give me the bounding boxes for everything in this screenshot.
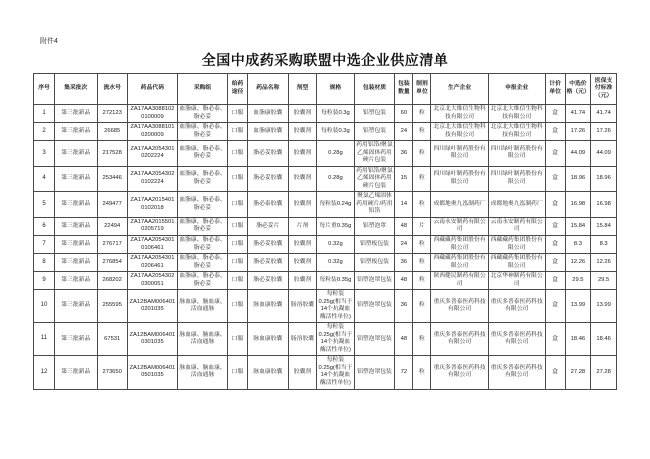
cell-15: 41.74 — [565, 105, 591, 123]
table-header — [34, 74, 617, 105]
cell-11: 粒 — [413, 290, 431, 323]
cell-10: 48 — [395, 272, 413, 290]
column-header: 申报企业 — [488, 74, 545, 105]
cell-6: 脂必妥胶囊 — [247, 254, 288, 272]
cell-14: 盒 — [545, 272, 565, 290]
cell-7: 胶囊剂 — [288, 192, 317, 218]
cell-7: 胶囊剂 — [288, 141, 317, 167]
cell-6: 脂必妥胶囊 — [247, 235, 288, 253]
cell-10: 36 — [395, 141, 413, 167]
cell-6: 脉血康胶囊 — [247, 356, 288, 389]
cell-15: 16.98 — [565, 192, 591, 218]
cell-0: 11 — [34, 323, 55, 356]
cell-12: 云南永安制药有限公司 — [431, 217, 488, 235]
cell-13: 北京北大维信生物科技有限公司 — [488, 123, 545, 141]
cell-3: ZA17AA20543020102224 — [127, 166, 177, 192]
cell-15: 8.3 — [565, 235, 591, 253]
cell-3: ZA17AA20154010102018 — [127, 192, 177, 218]
cell-10: 24 — [395, 235, 413, 253]
cell-13: 北京北大维信生物科技有限公司 — [488, 105, 545, 123]
cell-10: 24 — [395, 123, 413, 141]
table-row — [34, 235, 617, 253]
cell-13: 云南永安制药有限公司 — [488, 217, 545, 235]
column-header: 药品代码 — [127, 74, 177, 105]
cell-11: 粒 — [413, 123, 431, 141]
cell-4: 血脂康、脂必泰、脂必妥 — [177, 105, 227, 123]
cell-15: 27.28 — [565, 356, 591, 389]
cell-13: 重庆多普泰医药科技有限公司 — [488, 356, 545, 389]
cell-16: 13.99 — [591, 290, 617, 323]
cell-2: 217528 — [97, 141, 127, 167]
cell-4: 血脂康、脂必泰、脂必妥 — [177, 235, 227, 253]
cell-10: 48 — [395, 323, 413, 356]
cell-7: 肠溶胶囊 — [288, 290, 317, 323]
cell-10: 72 — [395, 356, 413, 389]
cell-0: 2 — [34, 123, 55, 141]
cell-6: 脂必泰胶囊 — [247, 192, 288, 218]
cell-11: 粒 — [413, 141, 431, 167]
cell-11: 粒 — [413, 105, 431, 123]
cell-6: 脉血康胶囊 — [247, 323, 288, 356]
cell-15: 44.09 — [565, 141, 591, 167]
cell-12: 四川绿叶制药股份有限公司 — [431, 166, 488, 192]
cell-16: 12.26 — [591, 254, 617, 272]
cell-9: 铝塑泡罩包装 — [354, 272, 395, 290]
cell-0: 12 — [34, 356, 55, 389]
cell-4: 脉血康、脑血康、活血通脉 — [177, 290, 227, 323]
cell-16: 18.46 — [591, 323, 617, 356]
cell-9: 铝塑板包装 — [354, 254, 395, 272]
table-row — [34, 105, 617, 123]
cell-12: 西藏藏药集团股份有限公司 — [431, 254, 488, 272]
cell-13: 成都地奥九泓制药厂 — [488, 192, 545, 218]
cell-13: 四川绿叶制药股份有限公司 — [488, 141, 545, 167]
cell-14: 盒 — [545, 166, 565, 192]
cell-15: 29.5 — [565, 272, 591, 290]
cell-8: 每粒装0.25g(相当于14个抗凝血酶活性单位) — [317, 356, 354, 389]
cell-16: 44.09 — [591, 141, 617, 167]
column-header: 规格 — [317, 74, 354, 105]
cell-7: 胶囊剂 — [288, 272, 317, 290]
cell-12: 重庆多普泰医药科技有限公司 — [431, 290, 488, 323]
cell-9: 铝塑包装 — [354, 123, 395, 141]
cell-16: 8.3 — [591, 235, 617, 253]
cell-14: 盒 — [545, 105, 565, 123]
cell-1: 第三批新品 — [54, 105, 97, 123]
cell-3: ZA17AA20543020300051 — [127, 272, 177, 290]
cell-11: 粒 — [413, 254, 431, 272]
cell-11: 粒 — [413, 235, 431, 253]
cell-2: 67531 — [97, 323, 127, 356]
cell-8: 0.28g — [317, 166, 354, 192]
cell-8: 每片重0.35g — [317, 217, 354, 235]
cell-10: 15 — [395, 166, 413, 192]
cell-14: 盒 — [545, 217, 565, 235]
cell-3: ZA12BAM0064010501035 — [127, 356, 177, 389]
cell-4: 血脂康、脂必泰、脂必妥 — [177, 166, 227, 192]
cell-3: ZA17AA20155010205719 — [127, 217, 177, 235]
column-header: 计价单位 — [545, 74, 565, 105]
cell-6: 脂必妥胶囊 — [247, 272, 288, 290]
cell-7: 胶囊剂 — [288, 356, 317, 389]
cell-8: 每粒装0.3g — [317, 123, 354, 141]
table-row — [34, 166, 617, 192]
cell-6: 血脂康胶囊 — [247, 123, 288, 141]
cell-12: 四川绿叶制药股份有限公司 — [431, 141, 488, 167]
column-header: 流水号 — [97, 74, 127, 105]
cell-8: 0.32g — [317, 235, 354, 253]
cell-0: 10 — [34, 290, 55, 323]
cell-6: 脂必妥片 — [247, 217, 288, 235]
cell-0: 7 — [34, 235, 55, 253]
cell-0: 1 — [34, 105, 55, 123]
cell-2: 272123 — [97, 105, 127, 123]
cell-7: 胶囊剂 — [288, 166, 317, 192]
cell-13: 西藏藏药集团股份有限公司 — [488, 235, 545, 253]
table-row — [34, 141, 617, 167]
cell-16: 18.96 — [591, 166, 617, 192]
cell-6: 血脂康胶囊 — [247, 105, 288, 123]
cell-1: 第三批新品 — [54, 356, 97, 389]
cell-9: 铝塑泡罩包装 — [354, 290, 395, 323]
cell-15: 18.46 — [565, 323, 591, 356]
cell-9: 铝塑泡罩 — [354, 217, 395, 235]
cell-16: 16.98 — [591, 192, 617, 218]
cell-4: 血脂康、脂必泰、脂必妥 — [177, 272, 227, 290]
cell-7: 胶囊剂 — [288, 235, 317, 253]
cell-3: ZA17AA30881010200009 — [127, 123, 177, 141]
cell-11: 片 — [413, 217, 431, 235]
cell-1: 第三批新品 — [54, 272, 97, 290]
table-row — [34, 217, 617, 235]
cell-7: 片剂 — [288, 217, 317, 235]
cell-12: 北京北大维信生物科技有限公司 — [431, 105, 488, 123]
cell-15: 13.99 — [565, 290, 591, 323]
cell-12: 西藏藏药集团股份有限公司 — [431, 235, 488, 253]
cell-9: 聚氯乙烯固体药用硬片/药用铝箔 — [354, 192, 395, 218]
table-row — [34, 356, 617, 389]
cell-8: 每粒装0.25g(相当于14个抗凝血酶活性单位) — [317, 323, 354, 356]
cell-5: 口服 — [228, 254, 248, 272]
cell-12: 重庆多普泰医药科技有限公司 — [431, 356, 488, 389]
cell-1: 第三批新品 — [54, 254, 97, 272]
cell-12: 成都地奥九泓制药厂 — [431, 192, 488, 218]
cell-11: 粒 — [413, 192, 431, 218]
cell-0: 6 — [34, 217, 55, 235]
cell-0: 3 — [34, 141, 55, 167]
cell-8: 0.28g — [317, 141, 354, 167]
cell-8: 每粒装0.24g — [317, 192, 354, 218]
cell-5: 口服 — [228, 192, 248, 218]
table-row — [34, 272, 617, 290]
column-header: 生产企业 — [431, 74, 488, 105]
page-title: 全国中成药采购联盟中选企业供应清单 — [201, 52, 449, 68]
cell-12: 北京北大维信生物科技有限公司 — [431, 123, 488, 141]
cell-14: 盒 — [545, 123, 565, 141]
cell-11: 粒 — [413, 272, 431, 290]
cell-4: 脉血康、脑血康、活血通脉 — [177, 356, 227, 389]
cell-10: 48 — [395, 217, 413, 235]
cell-3: ZA17AA30881020100009 — [127, 105, 177, 123]
cell-3: ZA17AA20543010206461 — [127, 254, 177, 272]
cell-13: 重庆多普泰医药科技有限公司 — [488, 323, 545, 356]
column-header: 药品名称 — [247, 74, 288, 105]
cell-1: 第三批新品 — [54, 217, 97, 235]
cell-14: 盒 — [545, 192, 565, 218]
cell-8: 0.32g — [317, 254, 354, 272]
cell-5: 口服 — [228, 272, 248, 290]
cell-15: 18.96 — [565, 166, 591, 192]
cell-5: 口服 — [228, 323, 248, 356]
cell-12: 重庆多普泰医药科技有限公司 — [431, 323, 488, 356]
cell-2: 268202 — [97, 272, 127, 290]
cell-4: 脉血康、脑血康、活血通脉 — [177, 323, 227, 356]
cell-11: 粒 — [413, 356, 431, 389]
column-header: 给药途径 — [228, 74, 248, 105]
cell-10: 60 — [395, 105, 413, 123]
cell-1: 第三批新品 — [54, 123, 97, 141]
attachment-label: 附件4 — [40, 38, 58, 45]
cell-4: 血脂康、脂必泰、脂必妥 — [177, 254, 227, 272]
table-row — [34, 123, 617, 141]
cell-9: 铝塑泡罩包装 — [354, 356, 395, 389]
cell-9: 铝塑泡罩包装 — [354, 323, 395, 356]
column-header: 序号 — [34, 74, 55, 105]
cell-2: 22494 — [97, 217, 127, 235]
cell-16: 15.84 — [591, 217, 617, 235]
cell-9: 药用铝箔/聚氯乙烯固体药用硬片包装 — [354, 166, 395, 192]
cell-7: 胶囊剂 — [288, 254, 317, 272]
cell-2: 255595 — [97, 290, 127, 323]
cell-15: 15.84 — [565, 217, 591, 235]
header-row — [34, 74, 617, 105]
cell-2: 249477 — [97, 192, 127, 218]
cell-2: 253446 — [97, 166, 127, 192]
cell-13: 西藏藏药集团股份有限公司 — [488, 254, 545, 272]
cell-10: 36 — [395, 290, 413, 323]
cell-2: 26685 — [97, 123, 127, 141]
table-row — [34, 192, 617, 218]
cell-6: 脂必妥胶囊 — [247, 166, 288, 192]
cell-0: 9 — [34, 272, 55, 290]
cell-14: 盒 — [545, 254, 565, 272]
cell-9: 铝塑板包装 — [354, 235, 395, 253]
cell-1: 第三批新品 — [54, 235, 97, 253]
column-header: 采购组 — [177, 74, 227, 105]
cell-1: 第三批新品 — [54, 192, 97, 218]
column-header: 医保支付标准（元） — [591, 74, 617, 105]
cell-4: 血脂康、脂必泰、脂必妥 — [177, 141, 227, 167]
cell-1: 第三批新品 — [54, 290, 97, 323]
cell-2: 276854 — [97, 254, 127, 272]
cell-10: 36 — [395, 254, 413, 272]
column-header: 制剂单位 — [413, 74, 431, 105]
cell-4: 血脂康、脂必泰、脂必妥 — [177, 217, 227, 235]
cell-5: 口服 — [228, 235, 248, 253]
table-row — [34, 323, 617, 356]
supply-list-table — [33, 73, 617, 390]
cell-4: 血脂康、脂必泰、脂必妥 — [177, 192, 227, 218]
cell-16: 27.28 — [591, 356, 617, 389]
cell-14: 盒 — [545, 141, 565, 167]
cell-15: 12.26 — [565, 254, 591, 272]
cell-0: 8 — [34, 254, 55, 272]
cell-15: 17.26 — [565, 123, 591, 141]
cell-16: 41.74 — [591, 105, 617, 123]
cell-11: 粒 — [413, 323, 431, 356]
cell-1: 第三批新品 — [54, 166, 97, 192]
cell-3: ZA12BAM0064010201035 — [127, 290, 177, 323]
cell-3: ZA17AA20543010202224 — [127, 141, 177, 167]
cell-13: 重庆多普泰医药科技有限公司 — [488, 290, 545, 323]
cell-6: 脂必妥胶囊 — [247, 141, 288, 167]
cell-2: 273650 — [97, 356, 127, 389]
cell-3: ZA12BAM0064010301035 — [127, 323, 177, 356]
cell-5: 口服 — [228, 290, 248, 323]
cell-13: 四川绿叶制药股份有限公司 — [488, 166, 545, 192]
cell-1: 第三批新品 — [54, 141, 97, 167]
cell-7: 胶囊剂 — [288, 105, 317, 123]
cell-6: 脉血康胶囊 — [247, 290, 288, 323]
cell-9: 铝塑包装 — [354, 105, 395, 123]
table-row — [34, 254, 617, 272]
cell-13: 北京华神制药有限公司 — [488, 272, 545, 290]
column-header: 包装数量 — [395, 74, 413, 105]
cell-10: 14 — [395, 192, 413, 218]
cell-14: 盒 — [545, 290, 565, 323]
cell-0: 4 — [34, 166, 55, 192]
cell-5: 口服 — [228, 356, 248, 389]
column-header: 剂型 — [288, 74, 317, 105]
cell-14: 盒 — [545, 356, 565, 389]
cell-4: 血脂康、脂必泰、脂必妥 — [177, 123, 227, 141]
cell-8: 每粒装0.3g — [317, 105, 354, 123]
cell-5: 口服 — [228, 105, 248, 123]
cell-8: 每粒装0.35g — [317, 272, 354, 290]
cell-16: 29.5 — [591, 272, 617, 290]
cell-5: 口服 — [228, 141, 248, 167]
cell-16: 17.26 — [591, 123, 617, 141]
cell-14: 盒 — [545, 323, 565, 356]
cell-1: 第三批新品 — [54, 323, 97, 356]
table-body — [34, 105, 617, 390]
cell-5: 口服 — [228, 166, 248, 192]
column-header: 集采批次 — [54, 74, 97, 105]
cell-5: 口服 — [228, 217, 248, 235]
cell-9: 药用铝箔/聚氯乙烯固体药用硬片包装 — [354, 141, 395, 167]
cell-14: 盒 — [545, 235, 565, 253]
cell-3: ZA17AA20543010106461 — [127, 235, 177, 253]
column-header: 中选价格（元） — [565, 74, 591, 105]
cell-11: 粒 — [413, 166, 431, 192]
cell-2: 276717 — [97, 235, 127, 253]
cell-7: 胶囊剂 — [288, 123, 317, 141]
table-row — [34, 290, 617, 323]
cell-5: 口服 — [228, 123, 248, 141]
cell-8: 每粒装0.25g(相当于14个抗凝血酶活性单位) — [317, 290, 354, 323]
column-header: 包装材质 — [354, 74, 395, 105]
cell-7: 肠溶胶囊 — [288, 323, 317, 356]
cell-0: 5 — [34, 192, 55, 218]
cell-12: 陕西健民制药有限公司 — [431, 272, 488, 290]
